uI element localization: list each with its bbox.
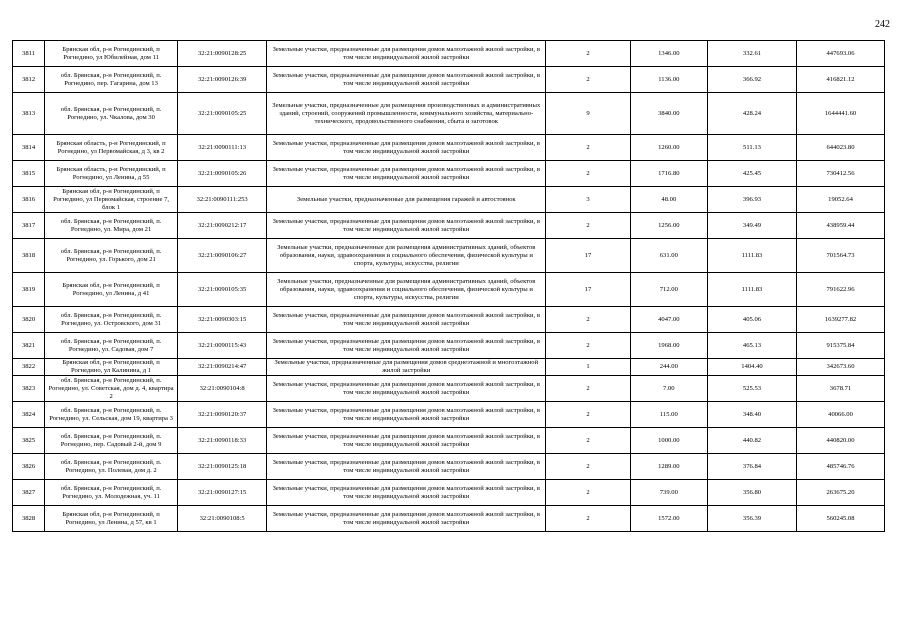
area-cell: 48.00 (630, 187, 707, 213)
cadastral-number-cell: 32:21:0090104:8 (178, 376, 267, 402)
row-number-cell: 3821 (13, 333, 45, 359)
address-cell: обл. Брянская, р-н Рогнединский, п. Рогнедино, ул. Садовая, дом 7 (45, 333, 178, 359)
group-code-cell: 1 (546, 359, 630, 376)
address-cell: обл. Брянская, р-н Рогнединский, п. Рогнедино, пер. Гагарина, дом 13 (45, 67, 178, 93)
row-number-cell: 3817 (13, 213, 45, 239)
land-use-type-cell: Земельные участки, предназначенные для размещения административных зданий, объектов образования, науки, здравоохранения и социального обеспечения, физической культуры и спорта, культуры, искусства, религии (267, 273, 546, 307)
group-code-cell: 3 (546, 187, 630, 213)
address-cell: обл. Брянская, р-н Рогнединский, п. Рогнедино, ул. Молодежная, уч. 11 (45, 480, 178, 506)
land-use-type-cell: Земельные участки, предназначенные для размещения домов малоэтажной жилой застройки, в том числе индивидуальной жилой застройки (267, 376, 546, 402)
row-number-cell: 3818 (13, 239, 45, 273)
table-row (13, 187, 885, 213)
land-use-type-cell: Земельные участки, предназначенные для размещения домов малоэтажной жилой застройки, в том числе индивидуальной жилой застройки (267, 307, 546, 333)
cadastral-value-cell: 730412.56 (797, 161, 885, 187)
group-code-cell: 2 (546, 67, 630, 93)
address-cell: обл. Брянская, р-н Рогнединский, п. Рогнедино, ул. Горького, дом 21 (45, 239, 178, 273)
table-row (13, 273, 885, 307)
group-code-cell: 2 (546, 135, 630, 161)
address-cell: Брянская обл, р-н Рогнединский, п Рогнедино, ул Калинина, д 1 (45, 359, 178, 376)
land-use-type-cell: Земельные участки, предназначенные для размещения домов малоэтажной жилой застройки, в том числе индивидуальной жилой застройки (267, 454, 546, 480)
area-cell: 1256.00 (630, 213, 707, 239)
group-code-cell: 17 (546, 273, 630, 307)
area-cell: 712.00 (630, 273, 707, 307)
cadastral-number-cell: 32:21:0090303:15 (178, 307, 267, 333)
row-number-cell: 3819 (13, 273, 45, 307)
row-number-cell: 3820 (13, 307, 45, 333)
row-number-cell: 3816 (13, 187, 45, 213)
row-number-cell: 3827 (13, 480, 45, 506)
land-use-type-cell: Земельные участки, предназначенные для размещения производственных и административных зданий, строений, сооружений промышленности, коммунального хозяйства, материально-технического, продовольственного снабжения, сбыта и заготовок (267, 93, 546, 135)
table-row (13, 333, 885, 359)
cadastral-number-cell: 32:21:0090128:25 (178, 41, 267, 67)
cadastral-value-cell: 342673.60 (797, 359, 885, 376)
table-row (13, 376, 885, 402)
land-use-type-cell: Земельные участки, предназначенные для размещения домов малоэтажной жилой застройки, в том числе индивидуальной жилой застройки (267, 428, 546, 454)
area-cell: 1346.00 (630, 41, 707, 67)
table-row (13, 428, 885, 454)
cadastral-number-cell: 32:21:0090212:17 (178, 213, 267, 239)
group-code-cell: 2 (546, 506, 630, 532)
specific-value-cell: 428.24 (707, 93, 796, 135)
address-cell: обл. Брянская, р-н Рогнединский, п. Рогнедино, ул. Островского, дом 31 (45, 307, 178, 333)
land-use-type-cell: Земельные участки, предназначенные для размещения гаражей и автостоянок (267, 187, 546, 213)
address-cell: обл. Брянская, р-н Рогнединский, п. Рогнедино, ул. Сельская, дом 19, квартира 3 (45, 402, 178, 428)
cadastral-value-cell: 447693.06 (797, 41, 885, 67)
area-cell: 1136.00 (630, 67, 707, 93)
cadastral-value-cell: 438959.44 (797, 213, 885, 239)
row-number-cell: 3812 (13, 67, 45, 93)
row-number-cell: 3811 (13, 41, 45, 67)
cadastral-value-cell: 701564.73 (797, 239, 885, 273)
area-cell: 1289.00 (630, 454, 707, 480)
cadastral-value-cell: 791622.96 (797, 273, 885, 307)
cadastral-number-cell: 32:21:0090115:43 (178, 333, 267, 359)
group-code-cell: 2 (546, 402, 630, 428)
address-cell: обл. Брянская, р-н Рогнединский, п. Рогнедино, ул. Чкалова, дом 30 (45, 93, 178, 135)
area-cell: 1968.00 (630, 333, 707, 359)
land-use-type-cell: Земельные участки, предназначенные для размещения домов малоэтажной жилой застройки, в том числе индивидуальной жилой застройки (267, 67, 546, 93)
area-cell: 631.00 (630, 239, 707, 273)
row-number-cell: 3813 (13, 93, 45, 135)
area-cell: 1716.80 (630, 161, 707, 187)
land-use-type-cell: Земельные участки, предназначенные для размещения домов малоэтажной жилой застройки, в том числе индивидуальной жилой застройки (267, 480, 546, 506)
group-code-cell: 17 (546, 239, 630, 273)
group-code-cell: 2 (546, 213, 630, 239)
area-cell: 244.00 (630, 359, 707, 376)
specific-value-cell: 511.13 (707, 135, 796, 161)
cadastral-value-cell: 1644441.60 (797, 93, 885, 135)
land-use-type-cell: Земельные участки, предназначенные для размещения домов малоэтажной жилой застройки, в том числе индивидуальной жилой застройки (267, 161, 546, 187)
row-number-cell: 3826 (13, 454, 45, 480)
specific-value-cell: 1111.83 (707, 239, 796, 273)
land-use-type-cell: Земельные участки, предназначенные для размещения домов малоэтажной жилой застройки, в том числе индивидуальной жилой застройки (267, 333, 546, 359)
area-cell: 739.00 (630, 480, 707, 506)
cadastral-number-cell: 32:21:0090105:35 (178, 273, 267, 307)
cadastral-value-cell: 915375.84 (797, 333, 885, 359)
table-row (13, 402, 885, 428)
group-code-cell: 2 (546, 428, 630, 454)
specific-value-cell: 425.45 (707, 161, 796, 187)
table-row (13, 307, 885, 333)
cadastral-value-cell: 3678.71 (797, 376, 885, 402)
area-cell: 115.00 (630, 402, 707, 428)
cadastral-number-cell: 32:21:0090120:37 (178, 402, 267, 428)
cadastral-value-cell: 485746.76 (797, 454, 885, 480)
cadastral-number-cell: 32:21:0090105:25 (178, 93, 267, 135)
row-number-cell: 3824 (13, 402, 45, 428)
cadastral-number-cell: 32:21:0090111:13 (178, 135, 267, 161)
address-cell: Брянская область, р-н Рогнединский, п Рогнедино, ул Первомайская, д 3, кв 2 (45, 135, 178, 161)
table-row (13, 359, 885, 376)
specific-value-cell: 332.61 (707, 41, 796, 67)
land-use-type-cell: Земельные участки, предназначенные для размещения домов малоэтажной жилой застройки, в том числе индивидуальной жилой застройки (267, 402, 546, 428)
cadastral-value-cell: 440820.00 (797, 428, 885, 454)
specific-value-cell: 396.93 (707, 187, 796, 213)
table-row (13, 506, 885, 532)
address-cell: Брянская обл, р-н Рогнединский, п Рогнедино, ул Ленина, д 57, кв 1 (45, 506, 178, 532)
land-use-type-cell: Земельные участки, предназначенные для размещения домов малоэтажной жилой застройки, в том числе индивидуальной жилой застройки (267, 213, 546, 239)
specific-value-cell: 405.06 (707, 307, 796, 333)
table-row (13, 454, 885, 480)
row-number-cell: 3823 (13, 376, 45, 402)
table-row (13, 480, 885, 506)
cadastral-number-cell: 32:21:0090105:26 (178, 161, 267, 187)
specific-value-cell: 1404.40 (707, 359, 796, 376)
address-cell: Брянская обл, р-н Рогнединский, п Рогнедино, ул Ленина, д 41 (45, 273, 178, 307)
cadastral-value-cell: 416821.12 (797, 67, 885, 93)
page-number: 242 (875, 19, 890, 30)
specific-value-cell: 349.49 (707, 213, 796, 239)
area-cell: 3840.00 (630, 93, 707, 135)
table-body (13, 41, 885, 532)
cadastral-value-cell: 263675.20 (797, 480, 885, 506)
area-cell: 1000.00 (630, 428, 707, 454)
table-row (13, 161, 885, 187)
area-cell: 4047.00 (630, 307, 707, 333)
group-code-cell: 2 (546, 376, 630, 402)
cadastral-value-cell: 644023.80 (797, 135, 885, 161)
table-row (13, 41, 885, 67)
group-code-cell: 2 (546, 333, 630, 359)
table-row (13, 135, 885, 161)
group-code-cell: 2 (546, 480, 630, 506)
land-use-type-cell: Земельные участки, предназначенные для размещения домов малоэтажной жилой застройки, в том числе индивидуальной жилой застройки (267, 41, 546, 67)
specific-value-cell: 1111.83 (707, 273, 796, 307)
group-code-cell: 2 (546, 161, 630, 187)
group-code-cell: 2 (546, 307, 630, 333)
cadastral-value-cell: 19052.64 (797, 187, 885, 213)
cadastral-number-cell: 32:21:0090126:39 (178, 67, 267, 93)
land-use-type-cell: Земельные участки, предназначенные для размещения домов малоэтажной жилой застройки, в том числе индивидуальной жилой застройки (267, 135, 546, 161)
table-row (13, 213, 885, 239)
specific-value-cell: 356.39 (707, 506, 796, 532)
row-number-cell: 3815 (13, 161, 45, 187)
table-row (13, 93, 885, 135)
address-cell: обл. Брянская, р-н Рогнединский, п. Рогнедино, ул. Мира, дом 21 (45, 213, 178, 239)
row-number-cell: 3828 (13, 506, 45, 532)
land-use-type-cell: Земельные участки, предназначенные для размещения административных зданий, объектов образования, науки, здравоохранения и социального обеспечения, физической культуры и спорта, культуры, искусства, религии (267, 239, 546, 273)
address-cell: Брянская обл, р-н Рогнединский, п Рогнедино, ул Первомайская, строение 7, блок 1 (45, 187, 178, 213)
cadastral-number-cell: 32:21:0090125:18 (178, 454, 267, 480)
address-cell: обл. Брянская, р-н Рогнединский, п. Рогнедино, ул. Полевая, дом д. 2 (45, 454, 178, 480)
cadastral-number-cell: 32:21:0090111:253 (178, 187, 267, 213)
group-code-cell: 9 (546, 93, 630, 135)
row-number-cell: 3814 (13, 135, 45, 161)
cadastral-number-cell: 32:21:0090127:15 (178, 480, 267, 506)
area-cell: 7.00 (630, 376, 707, 402)
land-registry-table (12, 40, 885, 532)
address-cell: Брянская область, р-н Рогнединский, п Рогнедино, ул Ленина, д 55 (45, 161, 178, 187)
land-use-type-cell: Земельные участки, предназначенные для размещения домов малоэтажной жилой застройки, в том числе индивидуальной жилой застройки (267, 506, 546, 532)
cadastral-value-cell: 40066.00 (797, 402, 885, 428)
address-cell: обл. Брянская, р-н Рогнединский, п. Рогнедино, ул. Советская, дом д. 4, квартира 2 (45, 376, 178, 402)
address-cell: обл. Брянская, р-н Рогнединский, п. Рогнедино, пер. Садовый 2-й, дом 9 (45, 428, 178, 454)
specific-value-cell: 356.80 (707, 480, 796, 506)
land-use-type-cell: Земельные участки, предназначенные для размещения домов среднеэтажной и многоэтажной жилой застройки (267, 359, 546, 376)
cadastral-number-cell: 32:21:0090106:27 (178, 239, 267, 273)
group-code-cell: 2 (546, 41, 630, 67)
address-cell: Брянская обл, р-н Рогнединский, п Рогнедино, ул Юбилейная, дом 11 (45, 41, 178, 67)
cadastral-number-cell: 32:21:0090214:47 (178, 359, 267, 376)
specific-value-cell: 348.40 (707, 402, 796, 428)
specific-value-cell: 376.84 (707, 454, 796, 480)
specific-value-cell: 366.92 (707, 67, 796, 93)
specific-value-cell: 525.53 (707, 376, 796, 402)
cadastral-number-cell: 32:21:0090118:33 (178, 428, 267, 454)
table-row (13, 239, 885, 273)
row-number-cell: 3822 (13, 359, 45, 376)
cadastral-value-cell: 1639277.82 (797, 307, 885, 333)
table-row (13, 67, 885, 93)
group-code-cell: 2 (546, 454, 630, 480)
area-cell: 1260.00 (630, 135, 707, 161)
cadastral-number-cell: 32:21:0090108:5 (178, 506, 267, 532)
specific-value-cell: 465.13 (707, 333, 796, 359)
area-cell: 1572.00 (630, 506, 707, 532)
specific-value-cell: 440.82 (707, 428, 796, 454)
cadastral-value-cell: 560245.08 (797, 506, 885, 532)
row-number-cell: 3825 (13, 428, 45, 454)
